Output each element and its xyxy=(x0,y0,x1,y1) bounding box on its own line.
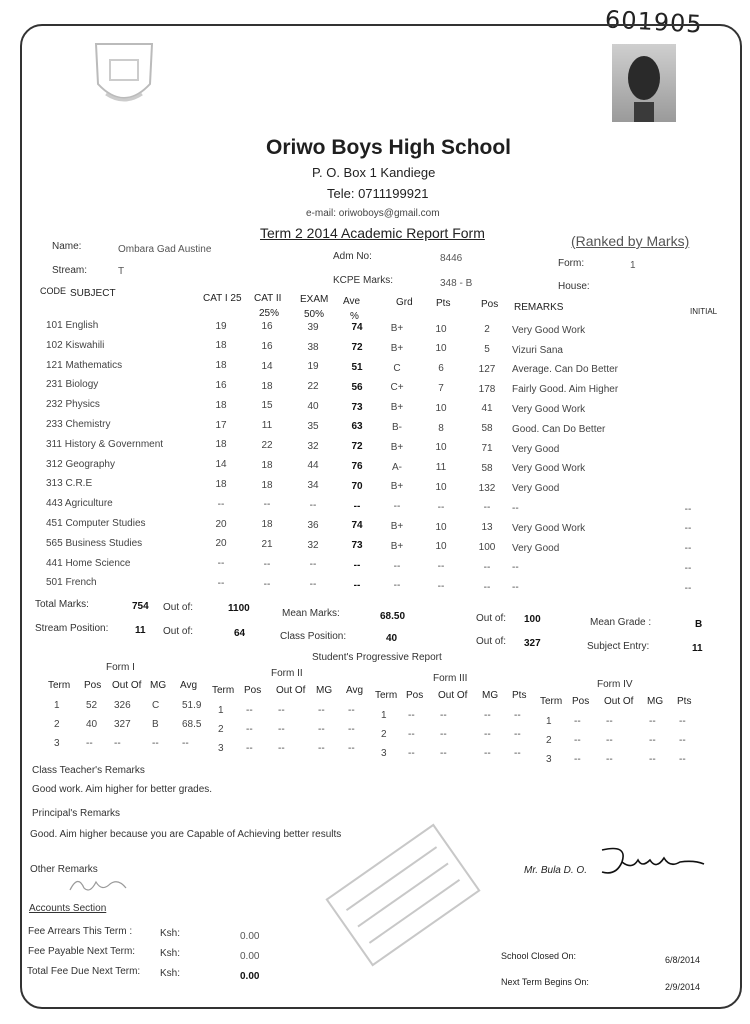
begins-label: Next Term Begins On: xyxy=(501,977,589,987)
payable-amount: 0.00 xyxy=(240,951,260,962)
subject-row-subject: 443 Agriculture xyxy=(46,498,113,510)
form2-cell: -- xyxy=(278,705,285,716)
subject-row-remark: -- xyxy=(512,562,519,574)
form4-header: Out Of xyxy=(604,696,634,707)
form4-cell: -- xyxy=(649,754,656,765)
form4-header: Term xyxy=(540,696,563,707)
subject-row-exam: 36 xyxy=(307,519,319,531)
subject-row-remark: Good. Can Do Better xyxy=(512,423,606,435)
begins-date: 2/9/2014 xyxy=(665,982,701,992)
subject-row-pts: -- xyxy=(437,581,445,592)
subject-row-cat2: 16 xyxy=(261,321,273,333)
arrears-amount: 0.00 xyxy=(240,931,260,942)
subject-row-initial: -- xyxy=(684,582,692,594)
form1-header: Out Of xyxy=(112,680,142,691)
subject-row-grd: -- xyxy=(393,560,401,572)
form1-label: Form I xyxy=(106,662,135,673)
subject-row-remark: Very Good Work xyxy=(512,463,586,475)
form4-cell: -- xyxy=(574,716,581,727)
form1-cell: -- xyxy=(114,738,121,749)
form2-cell: -- xyxy=(318,705,325,716)
form2-header: Out Of xyxy=(276,685,306,696)
arrears-currency: Ksh: xyxy=(160,928,181,939)
subject-row-pts: 11 xyxy=(435,462,447,474)
subject-row-pos: -- xyxy=(483,561,491,573)
school-stamp xyxy=(318,820,488,970)
header-initial: INITIAL xyxy=(690,307,718,316)
form3-cell: -- xyxy=(514,748,521,759)
school-address: P. O. Box 1 Kandiege xyxy=(312,165,436,180)
closed-date: 6/8/2014 xyxy=(665,955,701,965)
class-outof: 327 xyxy=(524,638,541,649)
subject-row-cat2: 14 xyxy=(261,360,273,372)
subject-row-exam: 32 xyxy=(307,440,319,452)
subject-row-grd: B+ xyxy=(390,521,404,532)
subject-row-exam: -- xyxy=(309,579,317,591)
subject-row-cat1: 17 xyxy=(215,419,227,431)
subject-row-subject: 233 Chemistry xyxy=(46,419,111,430)
form1-cell: -- xyxy=(86,738,93,749)
subject-row-cat1: 18 xyxy=(215,340,227,352)
form3-cell: -- xyxy=(514,710,521,721)
total-fee-label: Total Fee Due Next Term: xyxy=(27,966,141,977)
subject-row-exam: 32 xyxy=(307,539,319,551)
form3-cell: -- xyxy=(408,710,415,721)
arrears-label: Fee Arrears This Term : xyxy=(28,926,133,937)
subject-row-pos: 100 xyxy=(478,542,496,553)
form2-header: Pos xyxy=(244,685,262,696)
form1-cell: 326 xyxy=(114,700,131,711)
ranked-label: (Ranked by Marks) xyxy=(571,233,690,249)
form4-cell: -- xyxy=(679,735,686,746)
subject-row-exam: 19 xyxy=(307,361,319,373)
form2-cell: -- xyxy=(318,724,325,735)
subject-row-cat2: 16 xyxy=(261,341,273,352)
subject-row-grd: A- xyxy=(392,461,402,473)
subject-row-grd: B+ xyxy=(390,441,404,453)
form3-cell: -- xyxy=(440,748,447,759)
house-label: House: xyxy=(558,281,590,292)
subject-row-pos: 58 xyxy=(481,462,493,474)
mean-marks-label: Mean Marks: xyxy=(282,608,340,619)
subject-row-remark: Very Good xyxy=(512,542,560,554)
subject-row-pts: 7 xyxy=(438,383,444,394)
subject-row-ave: 51 xyxy=(351,362,363,373)
subject-row-cat1: 18 xyxy=(215,399,227,411)
subject-row-exam: 34 xyxy=(307,480,319,492)
principal-signature xyxy=(598,842,708,882)
subject-row-subject: 501 French xyxy=(46,577,97,589)
subject-row-pos: 13 xyxy=(481,522,493,534)
form3-cell: -- xyxy=(514,729,521,740)
payable-label: Fee Payable Next Term: xyxy=(28,946,136,957)
total-outof-label: Out of: xyxy=(163,602,194,613)
form3-header: Pts xyxy=(512,690,527,701)
adm-label: Adm No: xyxy=(333,251,372,262)
subject-row-remark: Average. Can Do Better xyxy=(512,364,618,376)
header-ave-sub: % xyxy=(350,311,359,322)
form4-cell: -- xyxy=(574,754,581,765)
subject-row-cat1: -- xyxy=(217,498,225,510)
subject-row-cat2: 18 xyxy=(261,459,273,471)
stream-outof-label: Out of: xyxy=(163,626,194,637)
subject-row-pos: -- xyxy=(483,502,491,514)
header-cat1: CAT I 25 xyxy=(203,293,242,304)
subject-row-exam: 22 xyxy=(307,381,319,393)
subject-row-cat1: -- xyxy=(217,578,225,589)
form2-cell: -- xyxy=(246,724,253,735)
class-position-label: Class Position: xyxy=(280,631,347,642)
subject-row-grd: B+ xyxy=(390,402,404,414)
subject-row-cat1: 18 xyxy=(215,479,227,490)
subject-row-cat2: -- xyxy=(263,499,271,511)
principal-name: Mr. Bula D. O. xyxy=(524,865,587,876)
form4-cell: -- xyxy=(679,754,686,765)
subject-row-pts: -- xyxy=(437,561,445,573)
adm-value: 8446 xyxy=(440,253,463,264)
form3-cell: -- xyxy=(484,748,491,759)
mean-outof: 100 xyxy=(524,614,541,625)
class-teacher-remark: Good work. Aim higher for better grades. xyxy=(32,784,213,795)
subject-row-subject: 565 Business Studies xyxy=(46,537,143,549)
subject-row-subject: 121 Mathematics xyxy=(46,359,123,371)
student-name: Ombara Gad Austine xyxy=(118,244,212,255)
subject-row-cat1: 20 xyxy=(215,538,227,550)
form4-cell: -- xyxy=(679,716,686,727)
progress-title: Student's Progressive Report xyxy=(312,652,442,663)
subject-row-pts: 10 xyxy=(435,343,447,355)
principal-label: Principal's Remarks xyxy=(32,808,121,819)
header-ave: Ave xyxy=(343,296,361,307)
stream-label: Stream: xyxy=(52,265,88,276)
subject-row-cat2: 18 xyxy=(261,479,273,491)
subject-row-pts: 10 xyxy=(435,541,447,553)
form1-cell: C xyxy=(152,700,160,711)
class-position: 40 xyxy=(386,633,398,644)
subject-row-grd: C+ xyxy=(390,382,404,394)
form3-header: Term xyxy=(375,690,398,701)
subject-row-initial: -- xyxy=(684,563,692,574)
subject-row-initial: -- xyxy=(684,523,692,535)
subject-row-grd: C xyxy=(393,362,401,374)
subject-row-cat2: -- xyxy=(263,578,271,590)
form4-header: Pos xyxy=(572,696,590,707)
subject-row-pts: 10 xyxy=(435,521,447,533)
subject-row-remark: Very Good Work xyxy=(512,404,586,415)
form4-cell: -- xyxy=(606,754,613,765)
form3-cell: 3 xyxy=(381,748,387,759)
accounts-title: Accounts Section xyxy=(29,903,107,914)
form2-header: Term xyxy=(212,685,235,696)
subject-row-ave: 72 xyxy=(351,342,363,354)
form3-cell: -- xyxy=(408,748,415,759)
form1-cell: 51.9 xyxy=(182,700,202,711)
subject-row-pos: 127 xyxy=(478,363,496,375)
form-value: 1 xyxy=(630,260,636,271)
form1-cell: 327 xyxy=(114,719,131,730)
total-marks-label: Total Marks: xyxy=(35,599,89,610)
form2-cell: -- xyxy=(318,743,325,754)
mean-outof-label: Out of: xyxy=(476,613,507,624)
subject-row-ave: 73 xyxy=(351,540,363,552)
subject-row-cat2: 21 xyxy=(261,539,273,550)
total-fee-amount: 0.00 xyxy=(240,971,260,982)
form2-cell: -- xyxy=(278,743,285,754)
form1-cell: 3 xyxy=(54,738,60,749)
total-outof: 1100 xyxy=(228,603,250,614)
subject-row-subject: 311 History & Government xyxy=(46,438,164,450)
subject-row-ave: 73 xyxy=(351,401,363,413)
subject-row-cat2: 11 xyxy=(261,420,273,432)
subject-row-ave: -- xyxy=(353,560,361,571)
subject-row-pts: 10 xyxy=(435,482,447,493)
subject-row-pts: 6 xyxy=(438,363,444,375)
subject-row-pts: 8 xyxy=(438,422,444,434)
subject-row-cat1: 20 xyxy=(215,518,227,530)
student-photo xyxy=(612,44,676,122)
form3-header: Pos xyxy=(406,690,424,701)
subject-row-cat2: 15 xyxy=(261,400,273,412)
subject-entry: 11 xyxy=(692,643,703,654)
mean-grade: B xyxy=(695,619,703,630)
header-cat2-sub: 25% xyxy=(259,308,280,319)
form3-cell: -- xyxy=(484,710,491,721)
form3-header: Out Of xyxy=(438,690,468,701)
total-fee-currency: Ksh: xyxy=(160,968,181,979)
form1-cell: 52 xyxy=(86,700,98,711)
subject-row-pos: 132 xyxy=(478,482,496,494)
subject-row-exam: -- xyxy=(309,559,317,571)
stream-value: T xyxy=(118,266,125,277)
form2-cell: -- xyxy=(348,724,355,735)
form3-cell: -- xyxy=(440,710,447,721)
form2-header: Avg xyxy=(346,685,364,696)
subject-row-ave: 74 xyxy=(351,322,363,334)
subject-row-pos: 41 xyxy=(481,403,493,415)
form1-cell: 68.5 xyxy=(182,719,202,730)
form2-cell: -- xyxy=(246,743,253,754)
form2-cell: 2 xyxy=(218,724,224,735)
principal-remark: Good. Aim higher because you are Capable of Achieving better results xyxy=(30,829,342,840)
form4-cell: -- xyxy=(649,716,656,727)
subject-row-cat1: 18 xyxy=(215,360,227,372)
subject-row-cat1: 14 xyxy=(215,459,227,471)
payable-currency: Ksh: xyxy=(160,948,181,959)
subject-row-subject: 102 Kiswahili xyxy=(46,339,105,351)
subject-row-ave: 70 xyxy=(351,480,363,492)
subject-row-subject: 441 Home Science xyxy=(46,557,131,569)
subject-row-remark: Very Good xyxy=(512,483,560,495)
subject-row-ave: 72 xyxy=(351,441,363,453)
subject-row-remark: Fairly Good. Aim Higher xyxy=(512,384,619,396)
stream-position-label: Stream Position: xyxy=(35,623,109,634)
school-tele: Tele: 0711199921 xyxy=(327,186,429,201)
form4-cell: 1 xyxy=(546,716,552,727)
form1-header: MG xyxy=(150,680,167,691)
subject-row-exam: 40 xyxy=(307,401,319,412)
class-outof-label: Out of: xyxy=(476,636,507,647)
subject-row-grd: B+ xyxy=(390,540,404,552)
subject-row-subject: 231 Biology xyxy=(46,379,99,391)
subject-row-exam: 44 xyxy=(307,460,319,472)
subject-row-exam: 35 xyxy=(307,420,319,432)
subject-row-cat1: 18 xyxy=(215,439,227,451)
header-cat2: CAT II xyxy=(254,293,282,304)
form1-cell: 2 xyxy=(54,719,60,730)
form2-cell: 1 xyxy=(218,705,224,716)
stream-position: 11 xyxy=(135,625,146,636)
form4-header: MG xyxy=(647,696,664,707)
form1-header: Pos xyxy=(84,680,102,691)
form2-header: MG xyxy=(316,685,333,696)
subject-row-initial: -- xyxy=(684,543,692,555)
subject-row-grd: B+ xyxy=(390,323,404,334)
mean-grade-label: Mean Grade : xyxy=(590,617,652,628)
form2-cell: -- xyxy=(348,705,355,716)
subject-row-remark: Very Good Work xyxy=(512,522,586,534)
subject-row-cat2: -- xyxy=(263,558,271,570)
stream-outof: 64 xyxy=(234,628,246,639)
subject-row-pos: -- xyxy=(483,581,491,593)
subject-row-pts: 10 xyxy=(435,323,447,335)
subject-row-subject: 232 Physics xyxy=(46,399,100,411)
header-pos: Pos xyxy=(481,299,499,310)
form3-cell: -- xyxy=(440,729,447,740)
subject-row-cat1: 16 xyxy=(215,380,227,391)
report-title: Term 2 2014 Academic Report Form xyxy=(260,225,485,241)
form3-cell: -- xyxy=(484,729,491,740)
closed-label: School Closed On: xyxy=(501,951,577,961)
subject-row-exam: 38 xyxy=(307,341,319,353)
form3-cell: -- xyxy=(408,729,415,740)
subject-row-subject: 451 Computer Studies xyxy=(46,518,146,529)
school-email: e-mail: oriwoboys@gmail.com xyxy=(306,208,440,219)
form2-cell: -- xyxy=(246,705,253,716)
form2-cell: 3 xyxy=(218,743,224,754)
header-exam-sub: 50% xyxy=(304,309,325,320)
subject-row-grd: -- xyxy=(393,580,401,592)
subject-row-cat1: -- xyxy=(217,558,225,570)
subject-row-remark: Vizuri Sana xyxy=(512,344,563,356)
subject-row-cat2: 18 xyxy=(261,380,273,392)
form4-cell: 3 xyxy=(546,754,552,765)
form2-cell: -- xyxy=(348,743,355,754)
subject-row-pts: 10 xyxy=(435,442,447,454)
form1-cell: B xyxy=(152,719,159,730)
subject-row-cat2: 22 xyxy=(261,440,273,451)
subject-row-pos: 5 xyxy=(484,344,490,355)
header-subject: SUBJECT xyxy=(70,288,116,299)
name-label: Name: xyxy=(52,241,82,252)
subject-entry-label: Subject Entry: xyxy=(587,641,650,652)
form4-cell: -- xyxy=(606,735,613,746)
form3-cell: 1 xyxy=(381,710,387,721)
header-code: CODE xyxy=(40,286,67,296)
header-grd: Grd xyxy=(396,297,413,308)
header-remarks: REMARKS xyxy=(514,302,564,313)
header-exam: EXAM xyxy=(300,294,329,305)
form2-cell: -- xyxy=(278,724,285,735)
subject-row-ave: 63 xyxy=(351,421,363,433)
form-label: Form: xyxy=(558,258,585,269)
form1-header: Term xyxy=(48,680,71,691)
subject-row-remark: -- xyxy=(512,503,519,514)
form3-cell: 2 xyxy=(381,729,387,740)
subject-row-remark: Very Good Work xyxy=(512,324,586,336)
form1-cell: -- xyxy=(152,738,159,749)
subject-row-pos: 178 xyxy=(478,383,496,395)
form3-header: MG xyxy=(482,690,499,701)
subject-row-grd: B+ xyxy=(390,342,404,354)
other-remarks-scribble xyxy=(66,870,132,898)
subject-row-cat1: 19 xyxy=(215,320,227,332)
class-teacher-label: Class Teacher's Remarks xyxy=(32,765,145,776)
kcpe-value: 348 - B xyxy=(440,278,473,289)
handwritten-id: 601905 xyxy=(604,5,704,39)
form1-cell: 1 xyxy=(54,700,60,711)
subject-row-exam: -- xyxy=(309,500,317,511)
subject-row-pts: -- xyxy=(437,501,445,513)
form4-cell: 2 xyxy=(546,735,552,746)
total-marks: 754 xyxy=(132,601,149,612)
subject-row-ave: 56 xyxy=(351,381,363,393)
form4-cell: -- xyxy=(649,735,656,746)
form1-header: Avg xyxy=(180,680,198,691)
form2-label: Form II xyxy=(271,668,303,679)
subject-row-ave: -- xyxy=(353,500,361,512)
subject-row-cat2: 18 xyxy=(261,519,273,531)
subject-row-pos: 58 xyxy=(481,423,493,435)
subject-row-exam: 39 xyxy=(307,321,319,333)
subject-row-initial: -- xyxy=(684,503,692,515)
subject-row-grd: -- xyxy=(393,501,401,513)
subject-row-ave: -- xyxy=(353,579,361,591)
form1-cell: -- xyxy=(182,738,189,749)
school-crest-logo xyxy=(92,36,156,114)
subject-row-subject: 101 English xyxy=(46,320,99,331)
subject-row-grd: B- xyxy=(392,422,402,433)
subject-row-pts: 10 xyxy=(435,402,447,414)
subject-row-pos: 2 xyxy=(484,324,490,336)
mean-marks: 68.50 xyxy=(380,611,406,622)
form1-cell: 40 xyxy=(86,719,98,730)
subject-row-subject: 312 Geography xyxy=(46,458,115,470)
subject-row-ave: 76 xyxy=(351,461,363,472)
form4-cell: -- xyxy=(606,716,613,727)
other-remarks-label: Other Remarks xyxy=(30,864,98,875)
subject-row-grd: B+ xyxy=(390,481,404,493)
form4-label: Form IV xyxy=(597,679,633,690)
subject-row-remark: -- xyxy=(512,582,519,594)
form4-cell: -- xyxy=(574,735,581,746)
header-pts: Pts xyxy=(436,298,451,309)
subject-row-remark: Very Good xyxy=(512,443,560,455)
subject-row-subject: 313 C.R.E xyxy=(46,478,93,490)
form3-label: Form III xyxy=(433,673,468,684)
subject-row-pos: 71 xyxy=(481,443,493,454)
form4-header: Pts xyxy=(677,696,692,707)
kcpe-label: KCPE Marks: xyxy=(333,275,394,286)
school-name: Oriwo Boys High School xyxy=(266,136,512,159)
subject-row-ave: 74 xyxy=(351,520,363,532)
